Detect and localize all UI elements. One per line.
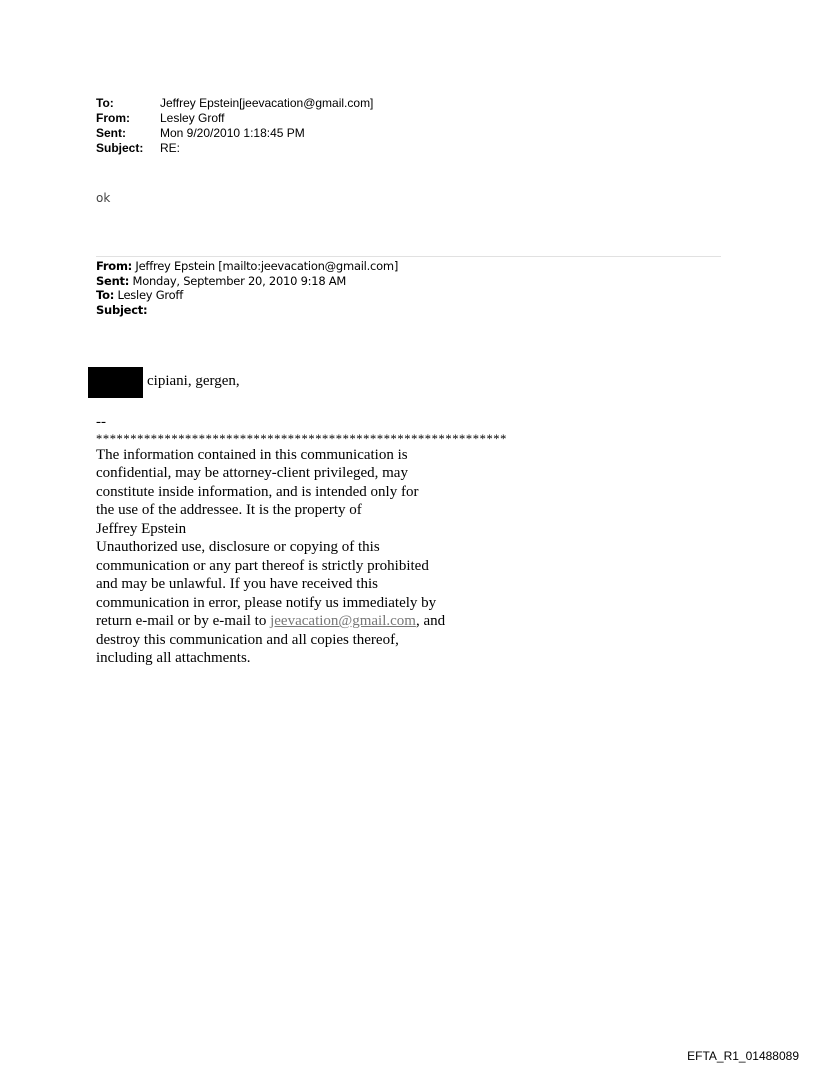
header-sent-row — [96, 126, 373, 141]
disclaimer-line: constitute inside information, and is intended only for — [96, 483, 419, 500]
disclaimer-line: the use of the addressee. It is the property of — [96, 502, 362, 518]
quoted-to-value: Lesley Groff — [114, 288, 184, 302]
sent-value: Mon 9/20/2010 1:18:45 PM — [160, 126, 305, 140]
quoted-to-label: To: — [96, 288, 115, 302]
subject-label: Subject: — [96, 141, 144, 155]
reply-body: ok — [96, 191, 111, 205]
from-value: Lesley Groff — [160, 111, 225, 125]
signature-block — [96, 413, 507, 668]
redaction-box — [88, 367, 143, 398]
email-suffix: , and — [415, 613, 446, 629]
disclaimer-line: communication or any part thereof is strictly prohibited — [96, 557, 429, 574]
quoted-subject-row — [96, 303, 398, 318]
message-text: cipiani, gergen, — [147, 373, 240, 389]
quoted-from-row — [96, 259, 398, 274]
disclaimer-line: including all attachments. — [96, 650, 251, 666]
disclaimer-line: and may be unlawful. If you have received this — [96, 576, 378, 592]
sent-label: Sent: — [96, 126, 126, 140]
quoted-from-label: From: — [96, 259, 133, 273]
header-from-row — [96, 111, 373, 126]
from-label: From: — [96, 111, 130, 125]
email-link[interactable]: jeevacation@gmail.com — [270, 613, 416, 629]
quoted-subject-label: Subject: — [96, 302, 148, 317]
to-value: Jeffrey Epstein[jeevacation@gmail.com] — [160, 96, 374, 110]
header-subject-row — [96, 141, 373, 156]
disclaimer-line: Jeffrey Epstein — [96, 520, 187, 537]
disclaimer-line: destroy this communication and all copies thereof, — [96, 631, 399, 648]
email-header — [96, 96, 373, 156]
disclaimer-line: The information contained in this communication is — [96, 446, 408, 463]
signature-stars: ************************************************************ — [96, 431, 507, 446]
disclaimer-line: Unauthorized use, disclosure or copying of this — [96, 539, 380, 555]
quoted-from-value: Jeffrey Epstein [mailto:jeevacation@gmail.com] — [132, 259, 399, 273]
quoted-to-row — [96, 288, 398, 303]
document-id: EFTA_R1_01488089 — [687, 1049, 799, 1063]
disclaimer-line: confidential, may be attorney-client privileged, may — [96, 465, 408, 481]
quoted-sent-value: Monday, September 20, 2010 9:18 AM — [129, 273, 347, 288]
to-label: To: — [96, 96, 114, 110]
quoted-sent-row — [96, 274, 398, 289]
quoted-header — [96, 259, 398, 317]
disclaimer-line: communication in error, please notify us immediately by — [96, 594, 437, 611]
header-to-row — [96, 96, 373, 111]
disclaimer-email-line — [96, 612, 507, 631]
email-prefix: return e-mail or by e-mail to — [96, 613, 271, 629]
quote-divider — [96, 256, 721, 257]
subject-value: RE: — [160, 141, 181, 155]
quoted-sent-label: Sent: — [96, 273, 130, 288]
signature-dashes: -- — [96, 414, 106, 430]
